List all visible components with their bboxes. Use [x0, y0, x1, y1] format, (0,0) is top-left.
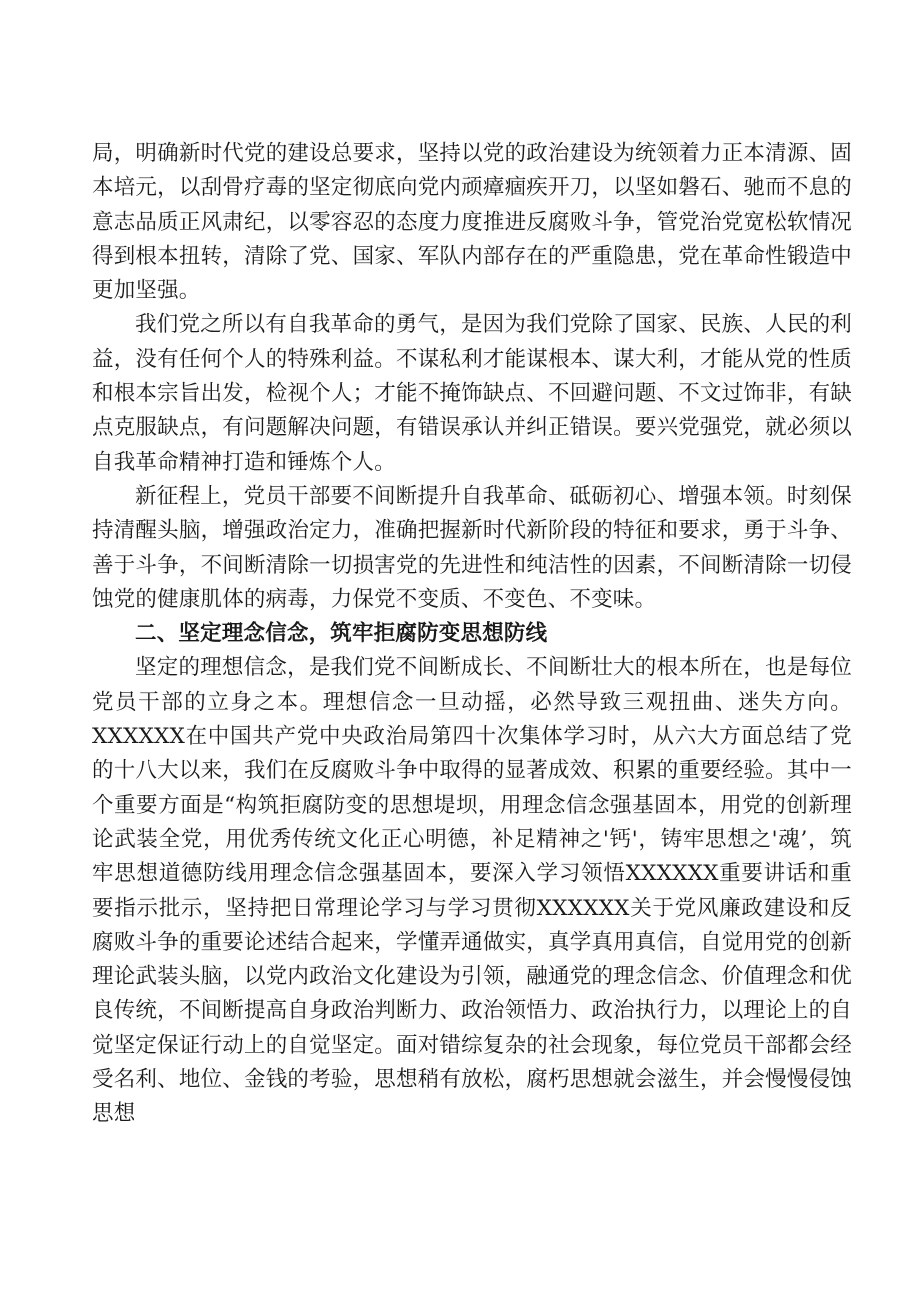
- paragraph-continued: 局，明确新时代党的建设总要求，坚持以党的政治建设为统领着力正本清源、固本培元，以刮骨疗毒的坚定彻底向党内顽瘴痼疾开刀，以坚如磐石、驰而不息的意志品质正风肃纪，以零容忍的态度力度推进反腐败斗争，管党治党宽松软情况得到根本扭转，清除了党、国家、军队内部存在的严重隐患，党在革命性锻造中更加坚强。: [92, 141, 852, 304]
- paragraph-new-journey: 新征程上，党员干部要不间断提升自我革命、砥砺初心、增强本领。时刻保持清醒头脑，增强政治定力，准确把握新时代新阶段的特征和要求，勇于斗争、善于斗争，不间断清除一切损害党的先进性和纯洁性的因素，不间断清除一切侵蚀党的健康肌体的病毒，力保党不变质、不变色、不变味。: [92, 483, 852, 612]
- document-body: [92, 137, 852, 1132]
- paragraph-ideals-beliefs: 坚定的理想信念，是我们党不间断成长、不间断壮大的根本所在，也是每位党员干部的立身之本。理想信念一旦动摇，必然导致三观扭曲、迷失方向。XXXXXX在中国共产党中央政治局第四十次集体学习时，从六大方面总结了党的十八大以来，我们在反腐败斗争中取得的显著成效、积累的重要经验。其中一个重要方面是“构筑拒腐防变的思想堤坝，用理念信念强基固本，用党的创新理论武装全党，用优秀传统文化正心明德，补足精神之'钙'，铸牢思想之'魂’，筑牢思想道德防线用理念信念强基固本，要深入学习领悟XXXXXX重要讲话和重要指示批示，坚持把日常理论学习与学习贯彻XXXXXX关于党风廉政建设和反腐败斗争的重要论述结合起来，学懂弄通做实，真学真用真信，自觉用党的创新理论武装头脑，以党内政治文化建设为引领，融通党的理念信念、价值理念和优良传统，不间断提高自身政治判断力、政治领悟力、政治执行力，以理论上的自觉坚定保证行动上的自觉坚定。面对错综复杂的社会现象，每位党员干部都会经受名利、地位、金钱的考验，思想稍有放松，腐朽思想就会滋生，并会慢慢侵蚀思想: [92, 655, 852, 1127]
- section-heading: 二、坚定理念信念，筑牢拒腐防变思想防线: [135, 621, 548, 647]
- paragraph-self-revolution: 我们党之所以有自我革命的勇气，是因为我们党除了国家、民族、人民的利益，没有任何个人的特殊利益。不谋私利才能谋根本、谋大利，才能从党的性质和根本宗旨出发，检视个人；才能不掩饰缺点、不回避问题、不文过饰非，有缺点克服缺点，有问题解决问题，有错误承认并纠正错误。要兴党强党，就必须以自我革命精神打造和锤炼个人。: [92, 312, 852, 475]
